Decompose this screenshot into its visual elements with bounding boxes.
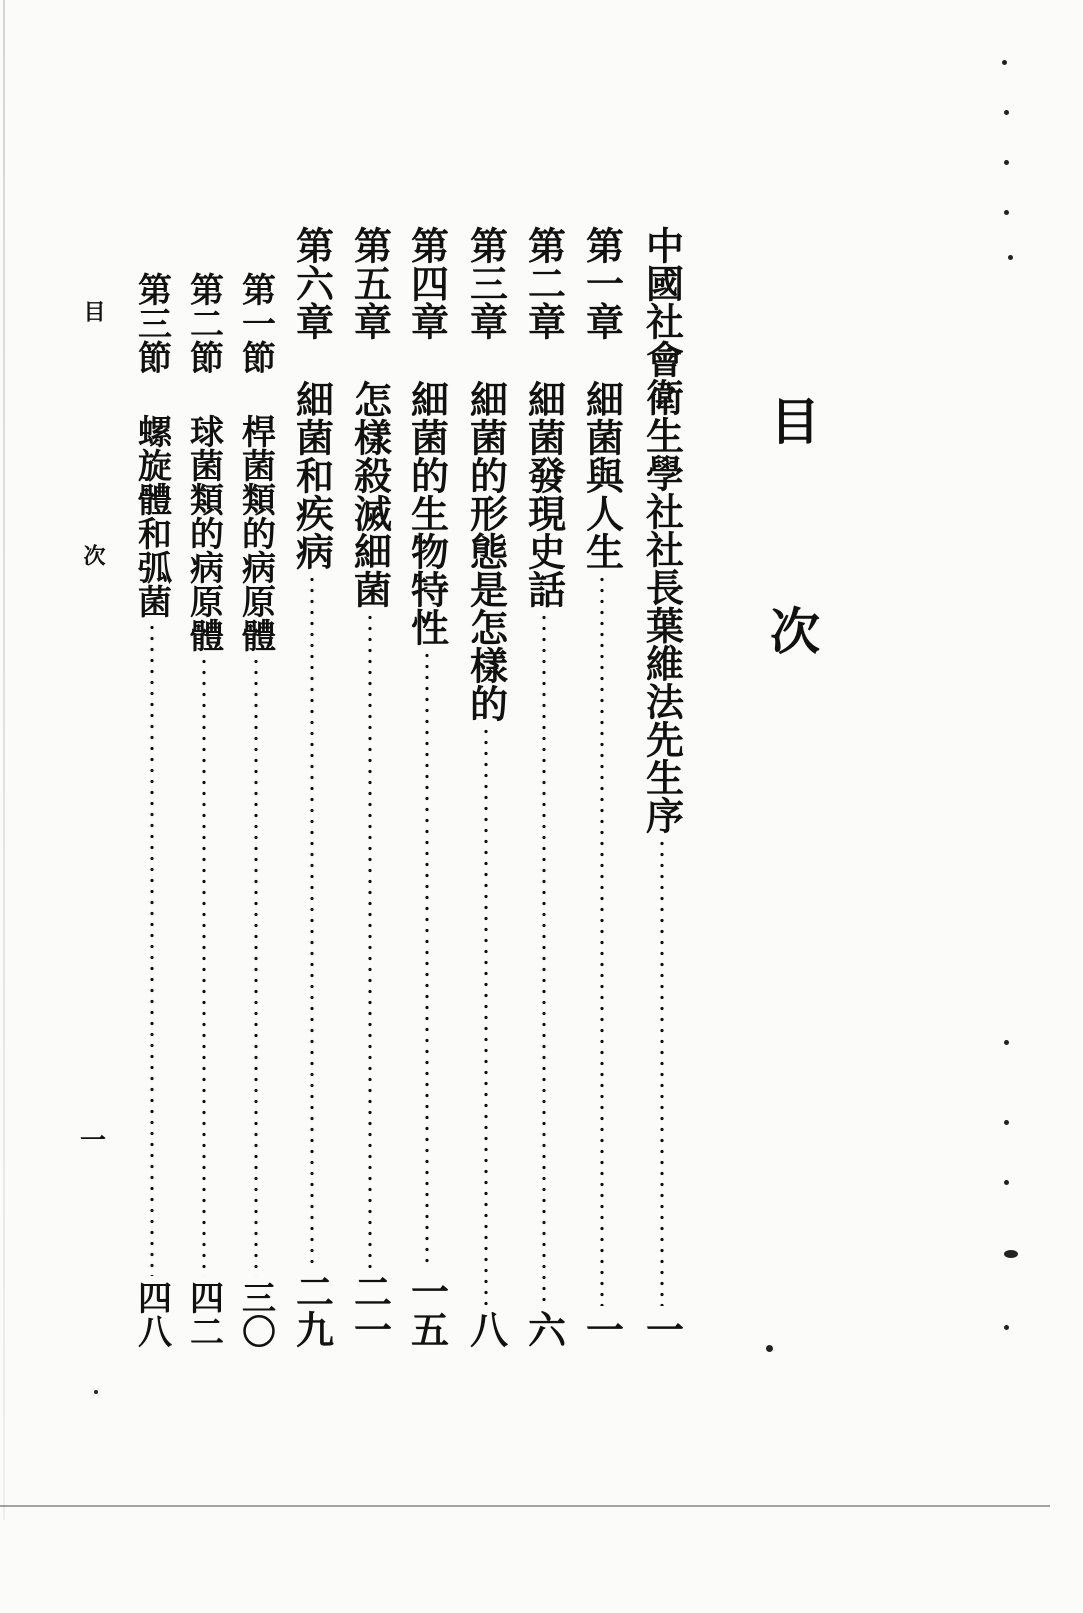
toc-leader-dots (660, 838, 664, 1306)
toc-page-number: 一 (639, 1310, 685, 1348)
toc-page-number: 三〇 (235, 1280, 276, 1348)
scan-speck (1004, 1040, 1009, 1045)
toc-leader-dots (484, 726, 488, 1306)
toc-leader-dots (542, 612, 546, 1306)
toc-entry-text: 細菌的生物特性 (404, 380, 450, 646)
toc-chapter-label: 第二章 (521, 226, 567, 340)
toc-entry-chapter-5 (348, 226, 392, 1348)
toc-chapter-label: 第四章 (404, 226, 450, 340)
toc-entry-text: 球菌類的病原體 (183, 414, 224, 652)
scan-speck (1004, 110, 1009, 115)
scan-speck (94, 1390, 98, 1394)
toc-section-label: 第三節 (131, 272, 172, 374)
scan-speck (1004, 1250, 1018, 1258)
scan-speck (1004, 1325, 1009, 1330)
scan-speck (1004, 1120, 1009, 1125)
toc-entry-chapter-6 (290, 226, 334, 1348)
toc-leader-dots (150, 622, 154, 1276)
toc-entry-text: 細菌發現史話 (521, 380, 567, 608)
toc-entry-text: 細菌和疾病 (289, 380, 335, 570)
scan-speck (766, 1345, 773, 1352)
scan-speck (1004, 210, 1009, 215)
toc-entry-chapter-4 (405, 226, 449, 1348)
toc-entry-text: 螺旋體和弧菌 (131, 414, 172, 618)
toc-entry-text: 桿菌類的病原體 (235, 414, 276, 652)
scan-speck (1004, 1180, 1009, 1185)
toc-entry-text: 細菌與人生 (579, 380, 625, 570)
scan-speck (1002, 60, 1007, 65)
toc-leader-dots (202, 656, 206, 1276)
toc-page-number: 八 (463, 1310, 509, 1348)
toc-chapter-label: 第六章 (289, 226, 335, 340)
toc-leader-dots (600, 574, 604, 1306)
toc-chapter-label: 第三章 (463, 226, 509, 340)
toc-entry-chapter-1 (580, 226, 624, 1348)
toc-entry-preface (640, 226, 684, 1348)
toc-entry-chapter-3 (464, 226, 508, 1348)
toc-entry-section-3 (132, 272, 172, 1348)
toc-entry-text: 怎樣殺滅細菌 (347, 380, 393, 608)
toc-leader-dots (368, 612, 372, 1268)
toc-page-number: 四八 (131, 1280, 172, 1348)
toc-leader-dots (254, 656, 258, 1276)
page-title: 目 次 (762, 395, 821, 710)
toc-entry-section-2 (184, 272, 224, 1348)
scan-speck (1004, 160, 1009, 165)
toc-entry-text: 細菌的形態是怎樣的 (463, 380, 509, 722)
scan-edge-bottom (0, 1505, 1050, 1507)
toc-page-number: 一 (579, 1310, 625, 1348)
toc-section-label: 第一節 (235, 272, 276, 374)
toc-entry-section-1 (236, 272, 276, 1348)
toc-chapter-label: 第一章 (579, 226, 625, 340)
scan-speck (1008, 255, 1013, 260)
page-folio: 一 (80, 1126, 107, 1156)
toc-entry-text: 中國社會衛生學社社長葉維法先生序 (639, 226, 685, 834)
toc-chapter-label: 第五章 (347, 226, 393, 340)
toc-page-number: 四二 (183, 1280, 224, 1348)
toc-page-number: 一五 (404, 1272, 450, 1348)
toc-page-number: 六 (521, 1310, 567, 1348)
toc-page-number: 二九 (289, 1272, 335, 1348)
toc-section-label: 第二節 (183, 272, 224, 374)
scan-edge-left (3, 0, 5, 1520)
toc-page-number: 二一 (347, 1272, 393, 1348)
toc-leader-dots (310, 574, 314, 1268)
toc-entry-chapter-2 (522, 226, 566, 1348)
running-head: 目 次 (80, 300, 106, 666)
toc-leader-dots (425, 650, 429, 1268)
